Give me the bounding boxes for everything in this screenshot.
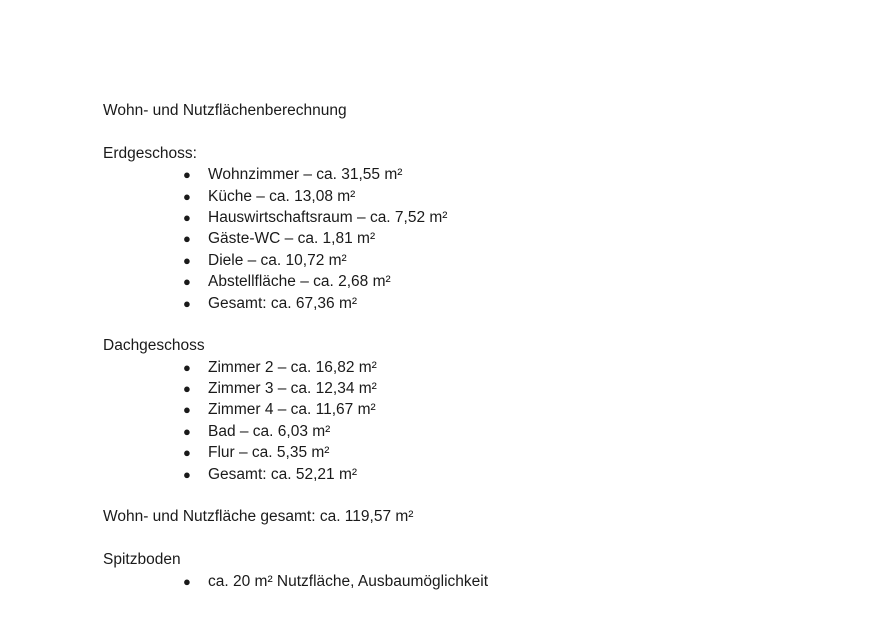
list-item [103,357,803,378]
list-item [103,464,803,485]
document-title: Wohn- und Nutzflächenberechnung [103,102,347,119]
list-item-text: Wohnzimmer – ca. 31,55 m² [208,166,403,184]
list-item [103,293,803,314]
list-item [103,250,803,271]
bullet-icon: ● [183,573,191,589]
bullet-icon: ● [183,274,191,290]
list-item-text: Zimmer 3 – ca. 12,34 m² [208,380,377,398]
list-item-text: Hauswirtschaftsraum – ca. 7,52 m² [208,208,448,226]
spitzboden-heading: Spitzboden [103,551,181,569]
spitzboden-list [103,571,803,592]
list-item-text: Bad – ca. 6,03 m² [208,422,331,440]
list-item-text: Gesamt: ca. 52,21 m² [208,465,358,483]
spacer [103,528,803,549]
bullet-icon: ● [183,423,191,439]
bullet-icon: ● [183,295,191,311]
bullet-icon: ● [183,402,191,418]
list-item-text: Gäste-WC – ca. 1,81 m² [208,230,376,248]
spacer [103,314,803,335]
list-item-text: Flur – ca. 5,35 m² [208,444,330,462]
list-item [103,378,803,399]
total-area-line: Wohn- und Nutzfläche gesamt: ca. 119,57 m² [103,508,414,526]
list-item [103,442,803,463]
list-item [103,164,803,185]
list-item-text: Abstellfläche – ca. 2,68 m² [208,273,391,291]
list-item-text: Zimmer 4 – ca. 11,67 m² [208,401,376,419]
spacer [103,121,803,142]
bullet-icon: ● [183,231,191,247]
list-item-text: ca. 20 m² Nutzfläche, Ausbaumöglichkeit [208,572,488,590]
list-item [103,571,803,592]
list-item [103,399,803,420]
bullet-icon: ● [183,188,191,204]
list-item [103,271,803,292]
bullet-icon: ● [183,209,191,225]
dachgeschoss-heading: Dachgeschoss [103,337,205,355]
bullet-icon: ● [183,381,191,397]
list-item-text: Diele – ca. 10,72 m² [208,251,347,269]
list-item-text: Küche – ca. 13,08 m² [208,187,356,205]
bullet-icon: ● [183,359,191,375]
list-item [103,421,803,442]
spacer [103,485,803,506]
bullet-icon: ● [183,445,191,461]
list-item-text: Gesamt: ca. 67,36 m² [208,294,358,312]
list-item [103,186,803,207]
document-body [103,100,803,592]
bullet-icon: ● [183,466,191,482]
erdgeschoss-heading: Erdgeschoss: [103,144,197,162]
list-item [103,228,803,249]
bullet-icon: ● [183,252,191,268]
list-item-text: Zimmer 2 – ca. 16,82 m² [208,358,377,376]
dachgeschoss-list [103,357,803,485]
bullet-icon: ● [183,167,191,183]
erdgeschoss-list [103,164,803,314]
list-item [103,207,803,228]
